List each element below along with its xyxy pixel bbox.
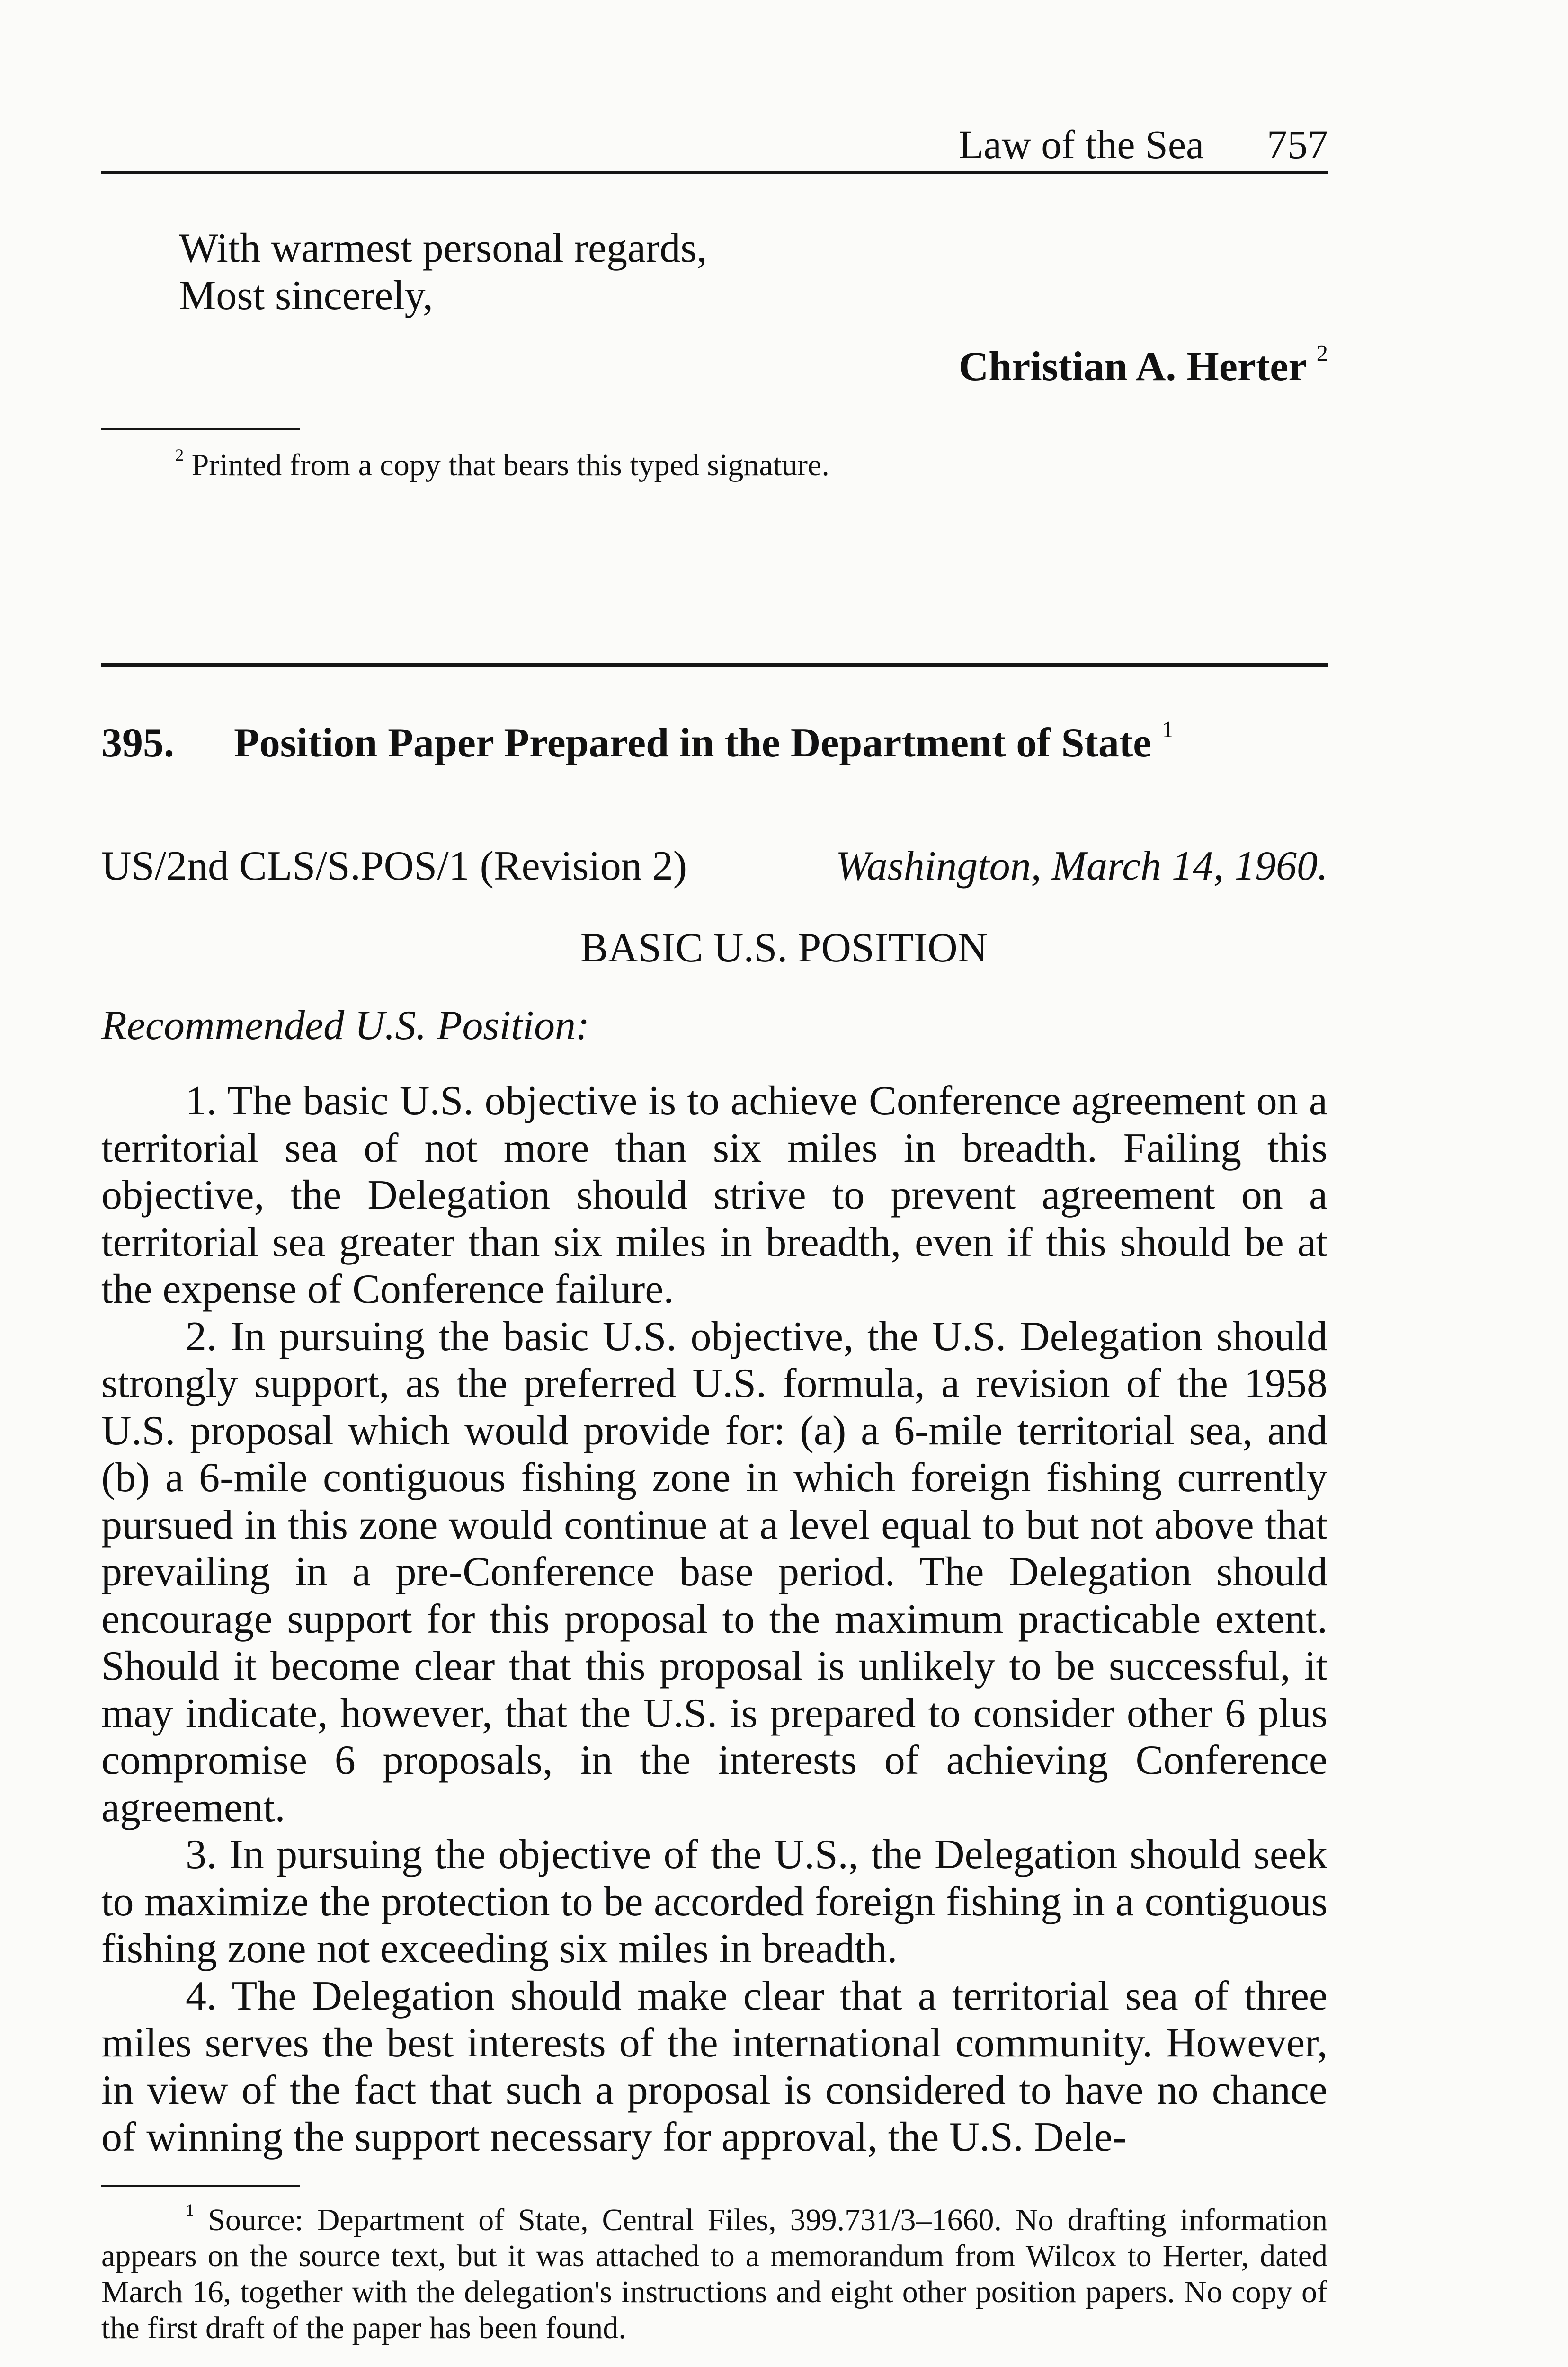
header-rule (101, 171, 1328, 174)
document-number: 395. (101, 720, 174, 766)
document-identifier: US/2nd CLS/S.POS/1 (Revision 2) (101, 843, 687, 889)
running-head-title: Law of the Sea (959, 122, 1204, 167)
footnote-2 (175, 447, 829, 483)
footnote-2-text: Printed from a copy that bears this typed signature. (191, 448, 829, 482)
running-head (959, 121, 1328, 168)
footnote-rule (101, 428, 300, 430)
document-place-date: Washington, March 14, 1960. (836, 843, 1328, 889)
footnote-2-marker: 2 (175, 445, 184, 465)
document-subject: BASIC U.S. POSITION (580, 925, 988, 971)
signature-note-ref: 2 (1316, 340, 1328, 366)
document-body (101, 1077, 1327, 2161)
footnote-1-text: Source: Department of State, Central Files, 399.731/3–1660. No drafting information appears on the source text, but it was attached to a memorandum from Wilcox to Herter, dated March 16, together with the delegation's instructions and eight other position papers. No copy of the first draft of the paper has been found. (101, 2203, 1328, 2345)
section-label: Recommended U.S. Position: (101, 1003, 590, 1049)
footnote-rule (101, 2185, 300, 2187)
paragraph-4: 4. The Delegation should make clear that a territorial sea of three miles serves the best interests of the international community. However, in view of the fact that such a proposal is considered to have no chance of winning the support necessary for approval, the U.S. Dele- (101, 1973, 1327, 2160)
document-separator-rule (101, 663, 1328, 667)
signature (958, 340, 1328, 391)
signature-name: Christian A. Herter (958, 344, 1306, 390)
document-title: Position Paper Prepared in the Department of State (234, 720, 1152, 766)
document-title-note-ref: 1 (1162, 717, 1174, 742)
paragraph-1: 1. The basic U.S. objective is to achieve Conference agreement on a territorial sea of not more than six miles in breadth. Failing this objective, the Delegation should strive to prevent agreement on a territorial sea greater than six miles in breadth, even if this should be at the expense of Conference failure. (101, 1078, 1327, 1312)
document-heading (101, 717, 1174, 767)
closing-salutation: With warmest personal regards, (179, 225, 707, 271)
closing-valediction: Most sincerely, (179, 273, 433, 319)
page-number: 757 (1267, 122, 1328, 167)
footnote-1-marker: 1 (186, 2200, 195, 2220)
paragraph-2: 2. In pursuing the basic U.S. objective, the U.S. Delegation should strongly support, as the preferred U.S. formula, a revision of the 1958 U.S. proposal which would provide for: (a) a 6-mile territorial sea, and (b) a 6-mile contiguous fishing zone in which foreign fishing currently pursued in this zone would continue at a level equal to but not above that prevailing in a pre-Conference base period. The Delegation should encourage support for this proposal to the maximum practicable extent. Should it become clear that this proposal is unlikely to be successful, it may indicate, however, that the U.S. is prepared to consider other 6 plus compromise 6 proposals, in the interests of achieving Conference agreement. (101, 1313, 1327, 1831)
paragraph-3: 3. In pursuing the objective of the U.S., the Delegation should seek to maximize the protection to be accorded foreign fishing in a contiguous fishing zone not exceeding six miles in breadth. (101, 1832, 1327, 1972)
footnote-1 (101, 2202, 1327, 2346)
footnote-1-paragraph (101, 2202, 1327, 2346)
